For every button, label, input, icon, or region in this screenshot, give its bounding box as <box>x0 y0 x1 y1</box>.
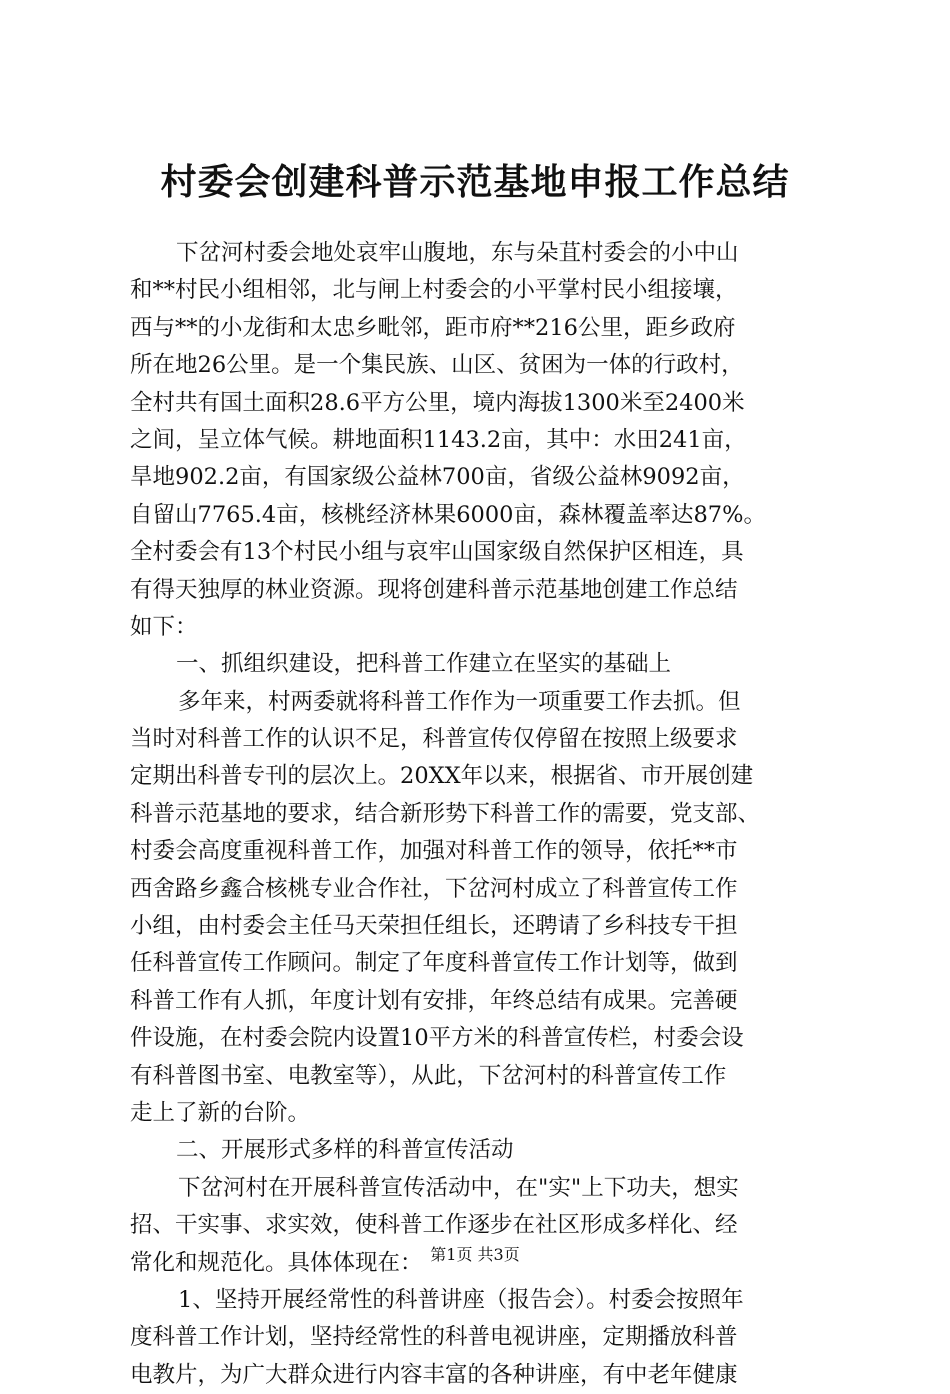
body-line: 西舍路乡鑫合核桃专业合作社，下岔河村成立了科普宣传工作 <box>130 875 738 902</box>
body-line: 多年来，村两委就将科普工作作为一项重要工作去抓。但 <box>178 688 741 715</box>
document-title: 村委会创建科普示范基地申报工作总结 <box>160 161 790 203</box>
body-line: 和**村民小组相邻，北与闸上村委会的小平掌村民小组接壤， <box>130 277 738 304</box>
body-line: 全村委会有13个村民小组与哀牢山国家级自然保护区相连，具 <box>130 539 744 566</box>
section-heading: 二、开展形式多样的科普宣传活动 <box>176 1137 514 1164</box>
body-line: 下岔河村在开展科普宣传活动中，在"实"上下功夫，想实 <box>178 1174 739 1201</box>
body-line: 当时对科普工作的认识不足，科普宣传仅停留在按照上级要求 <box>130 726 738 753</box>
body-line: 1、坚持开展经常性的科普讲座（报告会）。村委会按照年 <box>178 1286 744 1313</box>
body-line: 科普工作有人抓，年度计划有安排，年终总结有成果。完善硬 <box>130 987 738 1014</box>
body-line: 村委会高度重视科普工作，加强对科普工作的领导，依托**市 <box>130 838 738 865</box>
body-line: 小组，由村委会主任马天荣担任组长，还聘请了乡科技专干担 <box>130 913 738 940</box>
body-line: 常化和规范化。具体体现在： <box>130 1249 423 1276</box>
body-line: 招、干实事、求实效，使科普工作逐步在社区形成多样化、经 <box>130 1212 738 1239</box>
body-line: 如下： <box>130 613 198 640</box>
body-line: 定期出科普专刊的层次上。20XX年以来，根据省、市开展创建 <box>130 763 754 790</box>
body-line: 件设施，在村委会院内设置10平方米的科普宣传栏，村委会设 <box>130 1025 744 1052</box>
body-line: 之间，呈立体气候。耕地面积1143.2亩，其中：水田241亩， <box>130 426 747 453</box>
body-line: 自留山7765.4亩，核桃经济林果6000亩，森林覆盖率达87%。 <box>130 501 766 528</box>
document-body <box>130 235 830 1394</box>
body-line: 走上了新的台阶。 <box>130 1099 311 1126</box>
body-line: 科普示范基地的要求，结合新形势下科普工作的需要，党支部、 <box>130 800 761 827</box>
body-line: 全村共有国土面积28.6平方公里，境内海拔1300米至2400米 <box>130 389 745 416</box>
body-line: 下岔河村委会地处哀牢山腹地，东与朵苴村委会的小中山 <box>176 240 739 266</box>
section-heading: 一、抓组织建设，把科普工作建立在坚实的基础上 <box>176 651 672 678</box>
body-line: 旱地902.2亩，有国家级公益林700亩，省级公益林9092亩， <box>130 464 745 491</box>
body-line: 所在地26公里。是一个集民族、山区、贫困为一体的行政村， <box>130 352 744 379</box>
body-line: 西与**的小龙街和太忠乡毗邻，距市府**216公里，距乡政府 <box>130 314 736 341</box>
body-line: 度科普工作计划，坚持经常性的科普电视讲座，定期播放科普 <box>130 1324 738 1351</box>
body-line: 有科普图书室、电教室等），从此，下岔河村的科普宣传工作 <box>130 1062 727 1089</box>
body-line: 电教片，为广大群众进行内容丰富的各种讲座，有中老年健康 <box>130 1361 738 1388</box>
body-line: 任科普宣传工作顾问。制定了年度科普宣传工作计划等，做到 <box>130 950 738 977</box>
body-line: 有得天独厚的林业资源。现将创建科普示范基地创建工作总结 <box>130 576 738 603</box>
page-footer: 第1页 共3页 <box>430 1245 520 1264</box>
